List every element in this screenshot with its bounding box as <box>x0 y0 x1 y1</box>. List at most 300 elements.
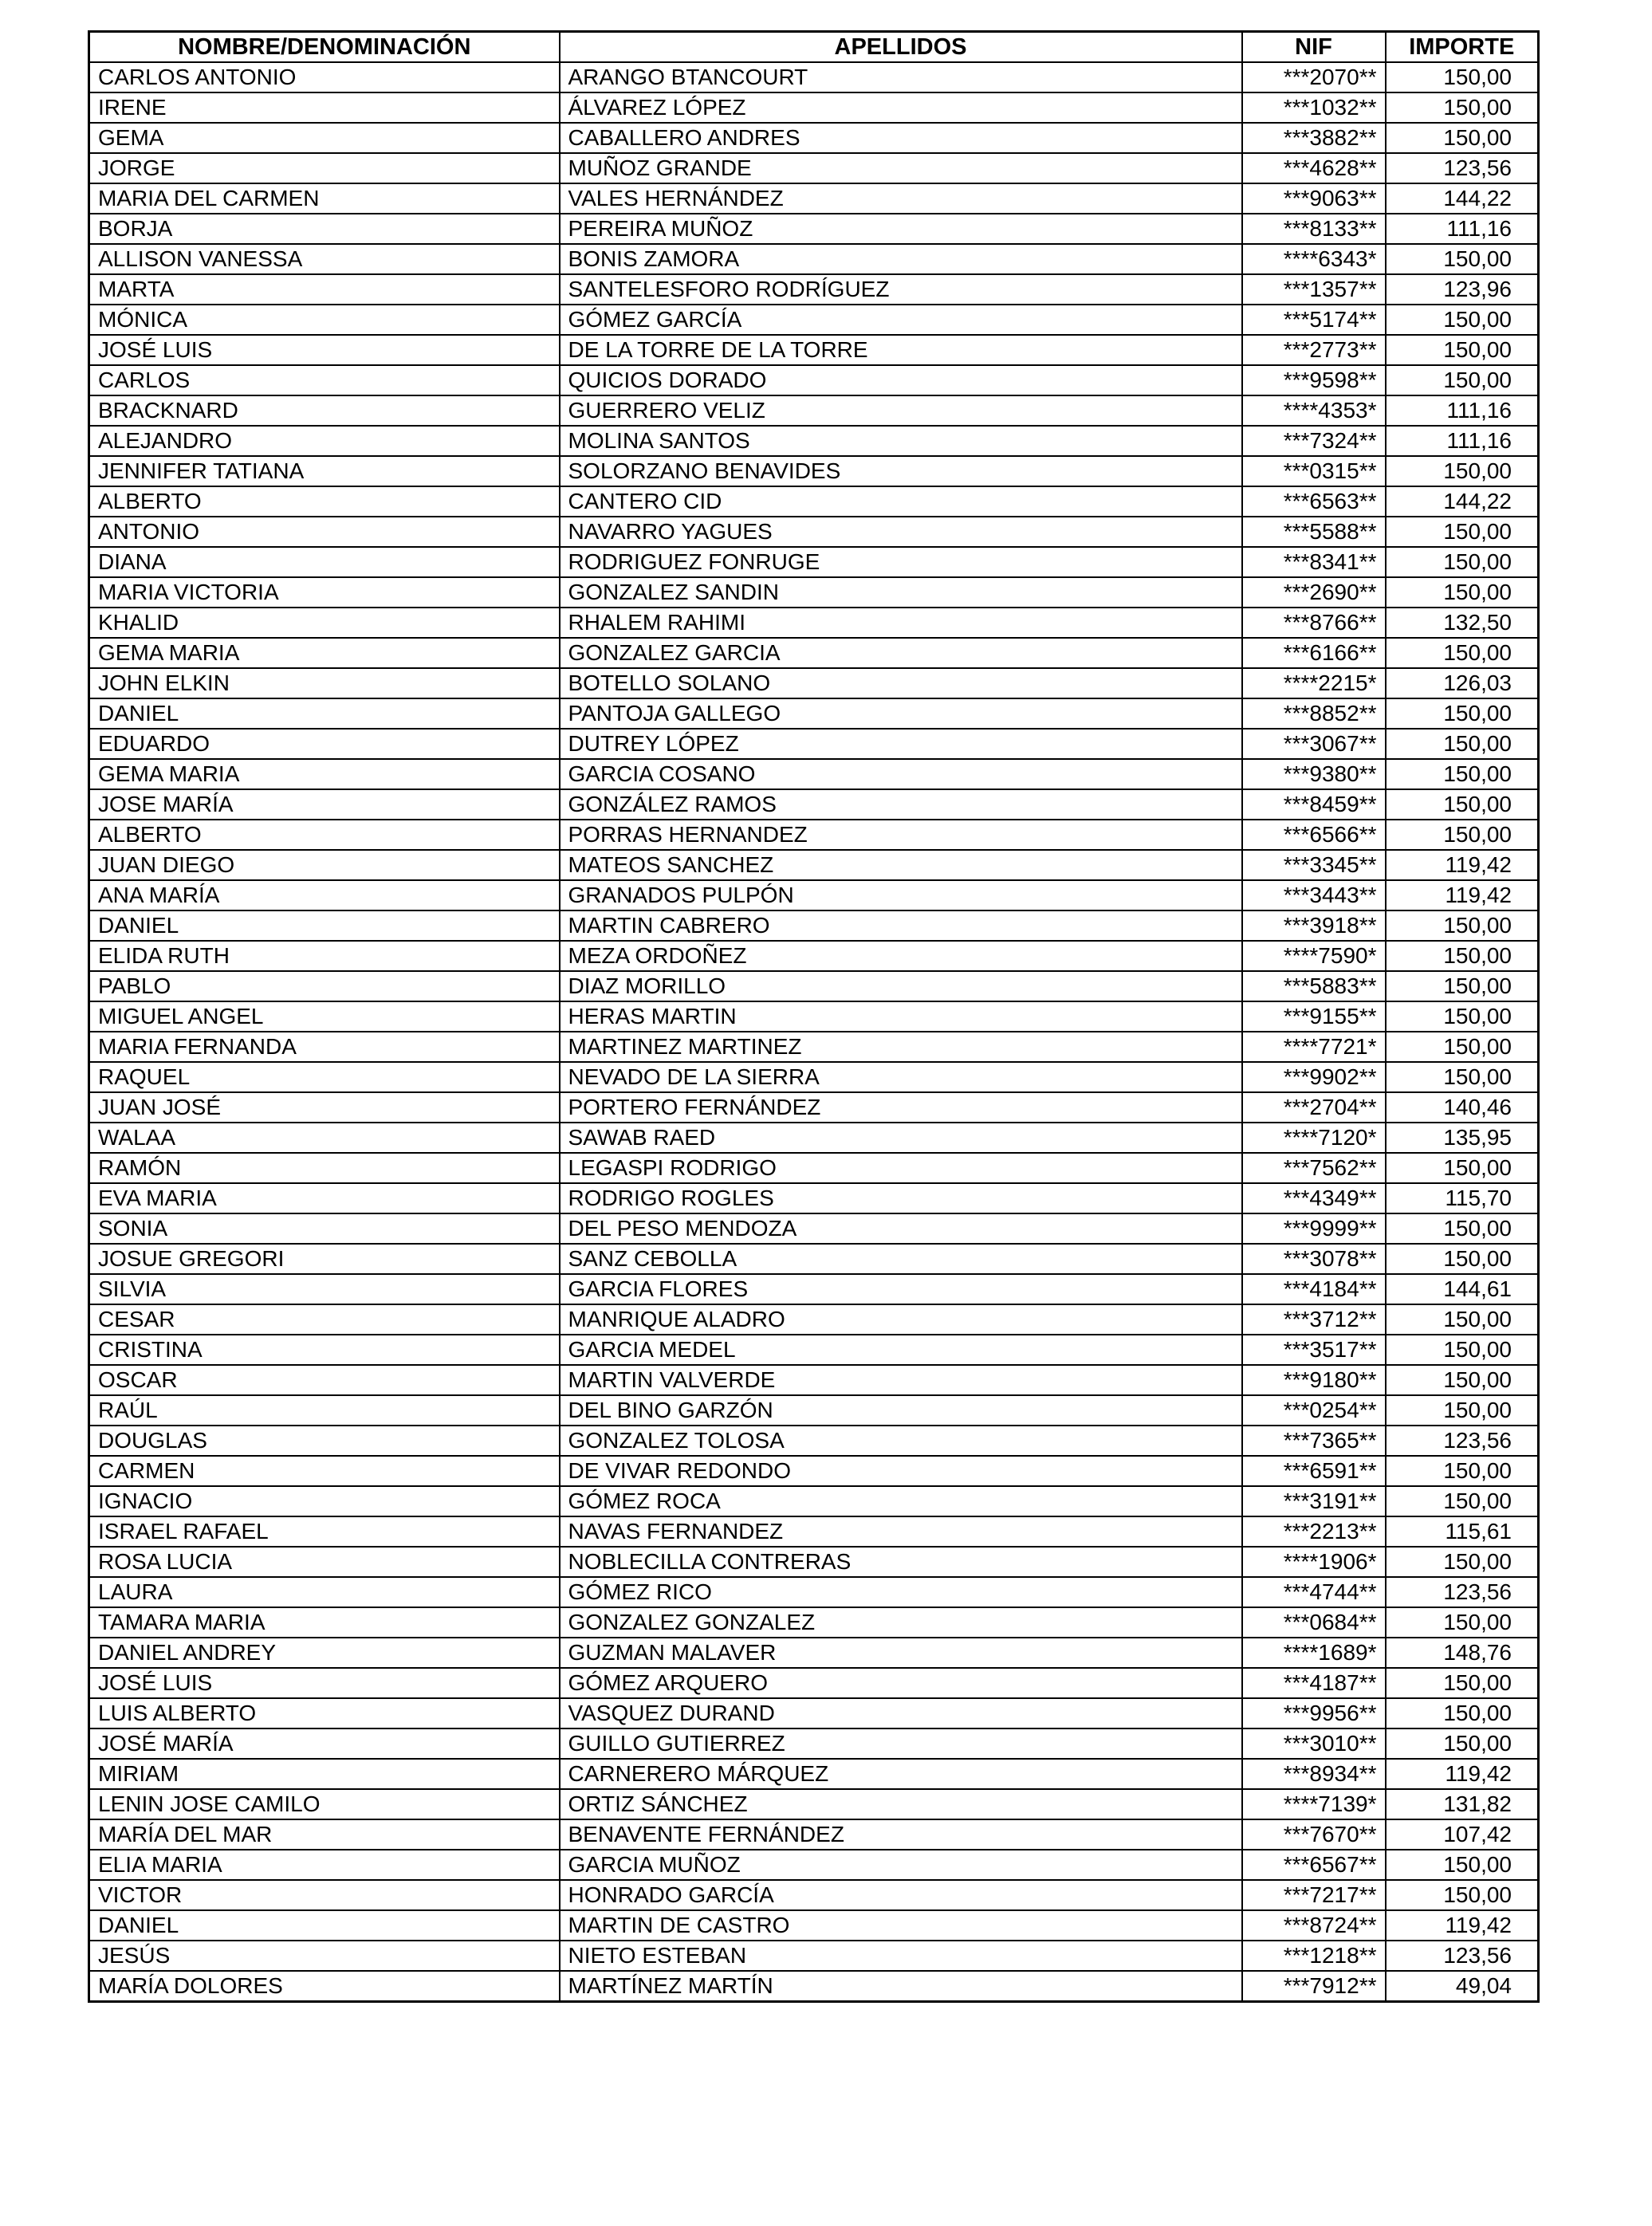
cell-importe: 150,00 <box>1386 577 1539 608</box>
cell-nombre: LENIN JOSE CAMILO <box>89 1789 560 1819</box>
cell-apellidos: GARCIA MEDEL <box>560 1335 1242 1365</box>
cell-nombre: SONIA <box>89 1213 560 1244</box>
table-row <box>89 1850 1539 1880</box>
cell-nombre: CRISTINA <box>89 1335 560 1365</box>
cell-apellidos: GÓMEZ RICO <box>560 1577 1242 1607</box>
cell-apellidos: MARTINEZ MARTINEZ <box>560 1032 1242 1062</box>
cell-importe: 115,70 <box>1386 1183 1539 1213</box>
cell-apellidos: RHALEM RAHIMI <box>560 608 1242 638</box>
cell-importe: 150,00 <box>1386 1880 1539 1910</box>
cell-apellidos: RODRIGO ROGLES <box>560 1183 1242 1213</box>
cell-nombre: RAQUEL <box>89 1062 560 1092</box>
cell-nif: ***2704** <box>1242 1092 1386 1123</box>
cell-importe: 150,00 <box>1386 1547 1539 1577</box>
table-row <box>89 729 1539 759</box>
cell-apellidos: CABALLERO ANDRES <box>560 123 1242 153</box>
cell-nombre: GEMA MARIA <box>89 759 560 789</box>
cell-apellidos: VASQUEZ DURAND <box>560 1698 1242 1728</box>
cell-importe: 150,00 <box>1386 1395 1539 1426</box>
cell-apellidos: GONZALEZ TOLOSA <box>560 1426 1242 1456</box>
cell-apellidos: SOLORZANO BENAVIDES <box>560 456 1242 486</box>
cell-nombre: ANTONIO <box>89 517 560 547</box>
column-header-apellidos: APELLIDOS <box>560 32 1242 63</box>
cell-apellidos: PEREIRA MUÑOZ <box>560 214 1242 244</box>
cell-nombre: VICTOR <box>89 1880 560 1910</box>
cell-nif: ***8133** <box>1242 214 1386 244</box>
cell-nombre: LUIS ALBERTO <box>89 1698 560 1728</box>
table-row <box>89 62 1539 92</box>
cell-nif: ***9956** <box>1242 1698 1386 1728</box>
cell-nif: ***2213** <box>1242 1516 1386 1547</box>
table-row <box>89 456 1539 486</box>
table-row <box>89 1335 1539 1365</box>
cell-nombre: MARÍA DEL MAR <box>89 1819 560 1850</box>
cell-nombre: MIRIAM <box>89 1759 560 1789</box>
cell-nombre: MARIA DEL CARMEN <box>89 183 560 214</box>
cell-nombre: DOUGLAS <box>89 1426 560 1456</box>
cell-importe: 150,00 <box>1386 729 1539 759</box>
cell-nif: ***9999** <box>1242 1213 1386 1244</box>
cell-nif: ***3078** <box>1242 1244 1386 1274</box>
cell-apellidos: PORRAS HERNANDEZ <box>560 820 1242 850</box>
cell-apellidos: HERAS MARTIN <box>560 1001 1242 1032</box>
cell-apellidos: GONZALEZ SANDIN <box>560 577 1242 608</box>
cell-apellidos: BOTELLO SOLANO <box>560 668 1242 698</box>
cell-importe: 126,03 <box>1386 668 1539 698</box>
cell-nombre: SILVIA <box>89 1274 560 1304</box>
cell-importe: 144,22 <box>1386 183 1539 214</box>
cell-nif: ***4349** <box>1242 1183 1386 1213</box>
cell-nombre: JOSE MARÍA <box>89 789 560 820</box>
table-row <box>89 820 1539 850</box>
table-row <box>89 1123 1539 1153</box>
cell-nombre: DANIEL ANDREY <box>89 1638 560 1668</box>
cell-apellidos: ARANGO BTANCOURT <box>560 62 1242 92</box>
cell-nif: ****7120* <box>1242 1123 1386 1153</box>
cell-nombre: CARLOS ANTONIO <box>89 62 560 92</box>
cell-nombre: CARMEN <box>89 1456 560 1486</box>
table-row <box>89 1244 1539 1274</box>
cell-nif: ***3067** <box>1242 729 1386 759</box>
cell-importe: 150,00 <box>1386 517 1539 547</box>
cell-apellidos: ÁLVAREZ LÓPEZ <box>560 92 1242 123</box>
cell-apellidos: DEL BINO GARZÓN <box>560 1395 1242 1426</box>
table-row <box>89 1759 1539 1789</box>
cell-apellidos: MARTÍNEZ MARTÍN <box>560 1971 1242 2002</box>
table-row <box>89 1456 1539 1486</box>
cell-apellidos: BONIS ZAMORA <box>560 244 1242 274</box>
cell-importe: 140,46 <box>1386 1092 1539 1123</box>
table-row <box>89 244 1539 274</box>
cell-importe: 123,56 <box>1386 153 1539 183</box>
cell-nif: ***4744** <box>1242 1577 1386 1607</box>
cell-nombre: ISRAEL RAFAEL <box>89 1516 560 1547</box>
cell-importe: 150,00 <box>1386 698 1539 729</box>
cell-nif: ***9063** <box>1242 183 1386 214</box>
cell-importe: 150,00 <box>1386 1607 1539 1638</box>
cell-nombre: MARIA FERNANDA <box>89 1032 560 1062</box>
cell-nombre: BORJA <box>89 214 560 244</box>
cell-importe: 150,00 <box>1386 92 1539 123</box>
table-row <box>89 1728 1539 1759</box>
cell-importe: 111,16 <box>1386 214 1539 244</box>
cell-apellidos: MATEOS SANCHEZ <box>560 850 1242 880</box>
table-row <box>89 305 1539 335</box>
cell-nif: ****6343* <box>1242 244 1386 274</box>
cell-apellidos: CANTERO CID <box>560 486 1242 517</box>
cell-nombre: KHALID <box>89 608 560 638</box>
cell-nombre: IRENE <box>89 92 560 123</box>
cell-apellidos: NAVARRO YAGUES <box>560 517 1242 547</box>
cell-nombre: MARIA VICTORIA <box>89 577 560 608</box>
cell-importe: 111,16 <box>1386 395 1539 426</box>
cell-apellidos: GONZALEZ GONZALEZ <box>560 1607 1242 1638</box>
cell-nombre: DIANA <box>89 547 560 577</box>
cell-nif: ***3191** <box>1242 1486 1386 1516</box>
table-row <box>89 971 1539 1001</box>
cell-nif: ***7912** <box>1242 1971 1386 2002</box>
table-row <box>89 1395 1539 1426</box>
cell-apellidos: DEL PESO MENDOZA <box>560 1213 1242 1244</box>
cell-importe: 150,00 <box>1386 1304 1539 1335</box>
table-body <box>89 62 1539 2002</box>
cell-apellidos: SANTELESFORO RODRÍGUEZ <box>560 274 1242 305</box>
cell-nombre: GEMA <box>89 123 560 153</box>
cell-apellidos: GUILLO GUTIERREZ <box>560 1728 1242 1759</box>
cell-apellidos: BENAVENTE FERNÁNDEZ <box>560 1819 1242 1850</box>
table-row <box>89 577 1539 608</box>
cell-nombre: JOSÉ LUIS <box>89 1668 560 1698</box>
cell-nif: ***3010** <box>1242 1728 1386 1759</box>
cell-apellidos: HONRADO GARCÍA <box>560 1880 1242 1910</box>
cell-importe: 132,50 <box>1386 608 1539 638</box>
cell-importe: 123,96 <box>1386 274 1539 305</box>
table-row <box>89 517 1539 547</box>
cell-nombre: ELIDA RUTH <box>89 941 560 971</box>
table-row <box>89 1971 1539 2002</box>
cell-importe: 150,00 <box>1386 1850 1539 1880</box>
cell-nif: ***6591** <box>1242 1456 1386 1486</box>
cell-importe: 150,00 <box>1386 1213 1539 1244</box>
cell-importe: 150,00 <box>1386 123 1539 153</box>
cell-nombre: JUAN JOSÉ <box>89 1092 560 1123</box>
cell-nombre: JOSUE GREGORI <box>89 1244 560 1274</box>
cell-importe: 135,95 <box>1386 1123 1539 1153</box>
table-row <box>89 1941 1539 1971</box>
cell-apellidos: SANZ CEBOLLA <box>560 1244 1242 1274</box>
cell-nif: ***9155** <box>1242 1001 1386 1032</box>
cell-nif: ***0315** <box>1242 456 1386 486</box>
cell-nombre: JOHN ELKIN <box>89 668 560 698</box>
cell-nif: ****4353* <box>1242 395 1386 426</box>
cell-apellidos: PORTERO FERNÁNDEZ <box>560 1092 1242 1123</box>
cell-nombre: MARTA <box>89 274 560 305</box>
cell-importe: 150,00 <box>1386 305 1539 335</box>
table-row <box>89 789 1539 820</box>
table-row <box>89 547 1539 577</box>
cell-apellidos: NEVADO DE LA SIERRA <box>560 1062 1242 1092</box>
cell-nombre: ALBERTO <box>89 820 560 850</box>
cell-nif: ***6566** <box>1242 820 1386 850</box>
column-header-importe: IMPORTE <box>1386 32 1539 63</box>
table-row <box>89 214 1539 244</box>
cell-nif: ***4628** <box>1242 153 1386 183</box>
cell-nif: ***6567** <box>1242 1850 1386 1880</box>
cell-nombre: ALLISON VANESSA <box>89 244 560 274</box>
table-row <box>89 1304 1539 1335</box>
cell-nombre: MIGUEL ANGEL <box>89 1001 560 1032</box>
cell-apellidos: GONZÁLEZ RAMOS <box>560 789 1242 820</box>
cell-nombre: BRACKNARD <box>89 395 560 426</box>
table-row <box>89 1365 1539 1395</box>
table-row <box>89 1516 1539 1547</box>
table-row <box>89 1032 1539 1062</box>
table-row <box>89 759 1539 789</box>
cell-apellidos: GUZMAN MALAVER <box>560 1638 1242 1668</box>
cell-nif: ***2773** <box>1242 335 1386 365</box>
cell-apellidos: SAWAB RAED <box>560 1123 1242 1153</box>
cell-nombre: DANIEL <box>89 698 560 729</box>
cell-nif: ***9380** <box>1242 759 1386 789</box>
cell-apellidos: GRANADOS PULPÓN <box>560 880 1242 910</box>
table-row <box>89 1638 1539 1668</box>
cell-nif: ***7562** <box>1242 1153 1386 1183</box>
cell-apellidos: GÓMEZ ROCA <box>560 1486 1242 1516</box>
cell-importe: 150,00 <box>1386 941 1539 971</box>
cell-nif: ****7590* <box>1242 941 1386 971</box>
cell-importe: 150,00 <box>1386 62 1539 92</box>
table-row <box>89 92 1539 123</box>
table-row <box>89 153 1539 183</box>
table-row <box>89 850 1539 880</box>
table-row <box>89 880 1539 910</box>
cell-apellidos: NIETO ESTEBAN <box>560 1941 1242 1971</box>
table-row <box>89 698 1539 729</box>
cell-nombre: ALBERTO <box>89 486 560 517</box>
cell-nombre: MÓNICA <box>89 305 560 335</box>
cell-nif: ****1906* <box>1242 1547 1386 1577</box>
cell-nif: ***3882** <box>1242 123 1386 153</box>
cell-nif: ***1357** <box>1242 274 1386 305</box>
cell-nombre: MARÍA DOLORES <box>89 1971 560 2002</box>
table-row <box>89 1274 1539 1304</box>
table-row <box>89 638 1539 668</box>
cell-importe: 119,42 <box>1386 850 1539 880</box>
cell-importe: 150,00 <box>1386 1698 1539 1728</box>
cell-importe: 150,00 <box>1386 1001 1539 1032</box>
cell-nombre: IGNACIO <box>89 1486 560 1516</box>
cell-nombre: JOSÉ LUIS <box>89 335 560 365</box>
cell-importe: 150,00 <box>1386 1486 1539 1516</box>
cell-nif: ***8852** <box>1242 698 1386 729</box>
cell-apellidos: MARTIN VALVERDE <box>560 1365 1242 1395</box>
cell-apellidos: RODRIGUEZ FONRUGE <box>560 547 1242 577</box>
table-row <box>89 1668 1539 1698</box>
cell-nombre: JESÚS <box>89 1941 560 1971</box>
cell-importe: 115,61 <box>1386 1516 1539 1547</box>
table-row <box>89 941 1539 971</box>
cell-nombre: CESAR <box>89 1304 560 1335</box>
cell-nombre: GEMA MARIA <box>89 638 560 668</box>
table-row <box>89 274 1539 305</box>
cell-importe: 119,42 <box>1386 880 1539 910</box>
cell-apellidos: CARNERERO MÁRQUEZ <box>560 1759 1242 1789</box>
table-row <box>89 1486 1539 1516</box>
cell-apellidos: MEZA ORDOÑEZ <box>560 941 1242 971</box>
cell-importe: 150,00 <box>1386 971 1539 1001</box>
cell-nombre: RAMÓN <box>89 1153 560 1183</box>
cell-nif: ***7324** <box>1242 426 1386 456</box>
cell-apellidos: VALES HERNÁNDEZ <box>560 183 1242 214</box>
cell-nombre: TAMARA MARIA <box>89 1607 560 1638</box>
cell-apellidos: DE VIVAR REDONDO <box>560 1456 1242 1486</box>
cell-apellidos: GARCIA FLORES <box>560 1274 1242 1304</box>
cell-apellidos: GÓMEZ GARCÍA <box>560 305 1242 335</box>
cell-importe: 150,00 <box>1386 547 1539 577</box>
cell-nif: ***5588** <box>1242 517 1386 547</box>
cell-apellidos: GONZALEZ GARCIA <box>560 638 1242 668</box>
cell-apellidos: ORTIZ SÁNCHEZ <box>560 1789 1242 1819</box>
cell-apellidos: QUICIOS DORADO <box>560 365 1242 395</box>
cell-nif: ***1218** <box>1242 1941 1386 1971</box>
table-row <box>89 668 1539 698</box>
cell-importe: 144,61 <box>1386 1274 1539 1304</box>
cell-importe: 150,00 <box>1386 244 1539 274</box>
table-row <box>89 1001 1539 1032</box>
cell-nombre: EVA MARIA <box>89 1183 560 1213</box>
cell-nombre: ROSA LUCIA <box>89 1547 560 1577</box>
cell-importe: 150,00 <box>1386 759 1539 789</box>
table-row <box>89 183 1539 214</box>
cell-nif: ***3517** <box>1242 1335 1386 1365</box>
cell-nombre: LAURA <box>89 1577 560 1607</box>
cell-nif: ***3443** <box>1242 880 1386 910</box>
cell-importe: 119,42 <box>1386 1910 1539 1941</box>
cell-apellidos: LEGASPI RODRIGO <box>560 1153 1242 1183</box>
cell-nif: ***7670** <box>1242 1819 1386 1850</box>
table-row <box>89 1880 1539 1910</box>
cell-nif: ***9902** <box>1242 1062 1386 1092</box>
cell-apellidos: GÓMEZ ARQUERO <box>560 1668 1242 1698</box>
cell-nif: ***6166** <box>1242 638 1386 668</box>
cell-nombre: DANIEL <box>89 910 560 941</box>
cell-apellidos: MUÑOZ GRANDE <box>560 153 1242 183</box>
cell-nif: ***8724** <box>1242 1910 1386 1941</box>
table-row <box>89 365 1539 395</box>
cell-apellidos: GARCIA COSANO <box>560 759 1242 789</box>
cell-apellidos: DIAZ MORILLO <box>560 971 1242 1001</box>
cell-nif: ***7365** <box>1242 1426 1386 1456</box>
cell-importe: 107,42 <box>1386 1819 1539 1850</box>
cell-nombre: OSCAR <box>89 1365 560 1395</box>
cell-importe: 111,16 <box>1386 426 1539 456</box>
table-header-row <box>89 32 1539 63</box>
table-row <box>89 910 1539 941</box>
table-row <box>89 1153 1539 1183</box>
cell-importe: 131,82 <box>1386 1789 1539 1819</box>
cell-importe: 150,00 <box>1386 1153 1539 1183</box>
cell-nif: ***4184** <box>1242 1274 1386 1304</box>
column-header-nombre: NOMBRE/DENOMINACIÓN <box>89 32 560 63</box>
cell-importe: 150,00 <box>1386 638 1539 668</box>
cell-importe: 150,00 <box>1386 1032 1539 1062</box>
cell-nombre: JUAN DIEGO <box>89 850 560 880</box>
cell-nombre: WALAA <box>89 1123 560 1153</box>
table-row <box>89 1062 1539 1092</box>
cell-nombre: RAÚL <box>89 1395 560 1426</box>
cell-nif: ***8934** <box>1242 1759 1386 1789</box>
cell-nif: ***8341** <box>1242 547 1386 577</box>
cell-importe: 150,00 <box>1386 789 1539 820</box>
table-row <box>89 1547 1539 1577</box>
cell-nombre: DANIEL <box>89 1910 560 1941</box>
cell-importe: 148,76 <box>1386 1638 1539 1668</box>
cell-apellidos: DUTREY LÓPEZ <box>560 729 1242 759</box>
table-row <box>89 395 1539 426</box>
cell-importe: 150,00 <box>1386 1335 1539 1365</box>
cell-apellidos: DE LA TORRE DE LA TORRE <box>560 335 1242 365</box>
cell-nif: ***0254** <box>1242 1395 1386 1426</box>
cell-importe: 150,00 <box>1386 1062 1539 1092</box>
cell-nombre: ANA MARÍA <box>89 880 560 910</box>
cell-nombre: EDUARDO <box>89 729 560 759</box>
table-row <box>89 1819 1539 1850</box>
cell-nif: ****1689* <box>1242 1638 1386 1668</box>
cell-nif: ***4187** <box>1242 1668 1386 1698</box>
cell-nif: ***7217** <box>1242 1880 1386 1910</box>
cell-importe: 150,00 <box>1386 456 1539 486</box>
column-header-nif: NIF <box>1242 32 1386 63</box>
cell-apellidos: GUERRERO VELIZ <box>560 395 1242 426</box>
cell-nombre: ELIA MARIA <box>89 1850 560 1880</box>
cell-nif: ***3918** <box>1242 910 1386 941</box>
cell-nif: ****2215* <box>1242 668 1386 698</box>
cell-apellidos: MOLINA SANTOS <box>560 426 1242 456</box>
cell-nif: ***8459** <box>1242 789 1386 820</box>
cell-nif: ***2690** <box>1242 577 1386 608</box>
cell-nombre: JENNIFER TATIANA <box>89 456 560 486</box>
cell-importe: 150,00 <box>1386 1728 1539 1759</box>
cell-importe: 144,22 <box>1386 486 1539 517</box>
cell-apellidos: PANTOJA GALLEGO <box>560 698 1242 729</box>
table-row <box>89 1092 1539 1123</box>
table-row <box>89 1698 1539 1728</box>
cell-nombre: PABLO <box>89 971 560 1001</box>
table-row <box>89 1910 1539 1941</box>
cell-nombre: JORGE <box>89 153 560 183</box>
table-row <box>89 1607 1539 1638</box>
cell-importe: 150,00 <box>1386 1244 1539 1274</box>
cell-apellidos: NAVAS FERNANDEZ <box>560 1516 1242 1547</box>
cell-apellidos: MANRIQUE ALADRO <box>560 1304 1242 1335</box>
cell-nombre: ALEJANDRO <box>89 426 560 456</box>
table-row <box>89 426 1539 456</box>
cell-nif: ***3345** <box>1242 850 1386 880</box>
cell-nif: ***9180** <box>1242 1365 1386 1395</box>
table-row <box>89 1789 1539 1819</box>
cell-apellidos: NOBLECILLA CONTRERAS <box>560 1547 1242 1577</box>
cell-importe: 123,56 <box>1386 1941 1539 1971</box>
table-row <box>89 335 1539 365</box>
cell-importe: 150,00 <box>1386 335 1539 365</box>
cell-nif: ***2070** <box>1242 62 1386 92</box>
cell-nif: ****7139* <box>1242 1789 1386 1819</box>
table-row <box>89 1577 1539 1607</box>
cell-importe: 150,00 <box>1386 820 1539 850</box>
cell-importe: 150,00 <box>1386 910 1539 941</box>
cell-importe: 119,42 <box>1386 1759 1539 1789</box>
cell-importe: 150,00 <box>1386 1456 1539 1486</box>
